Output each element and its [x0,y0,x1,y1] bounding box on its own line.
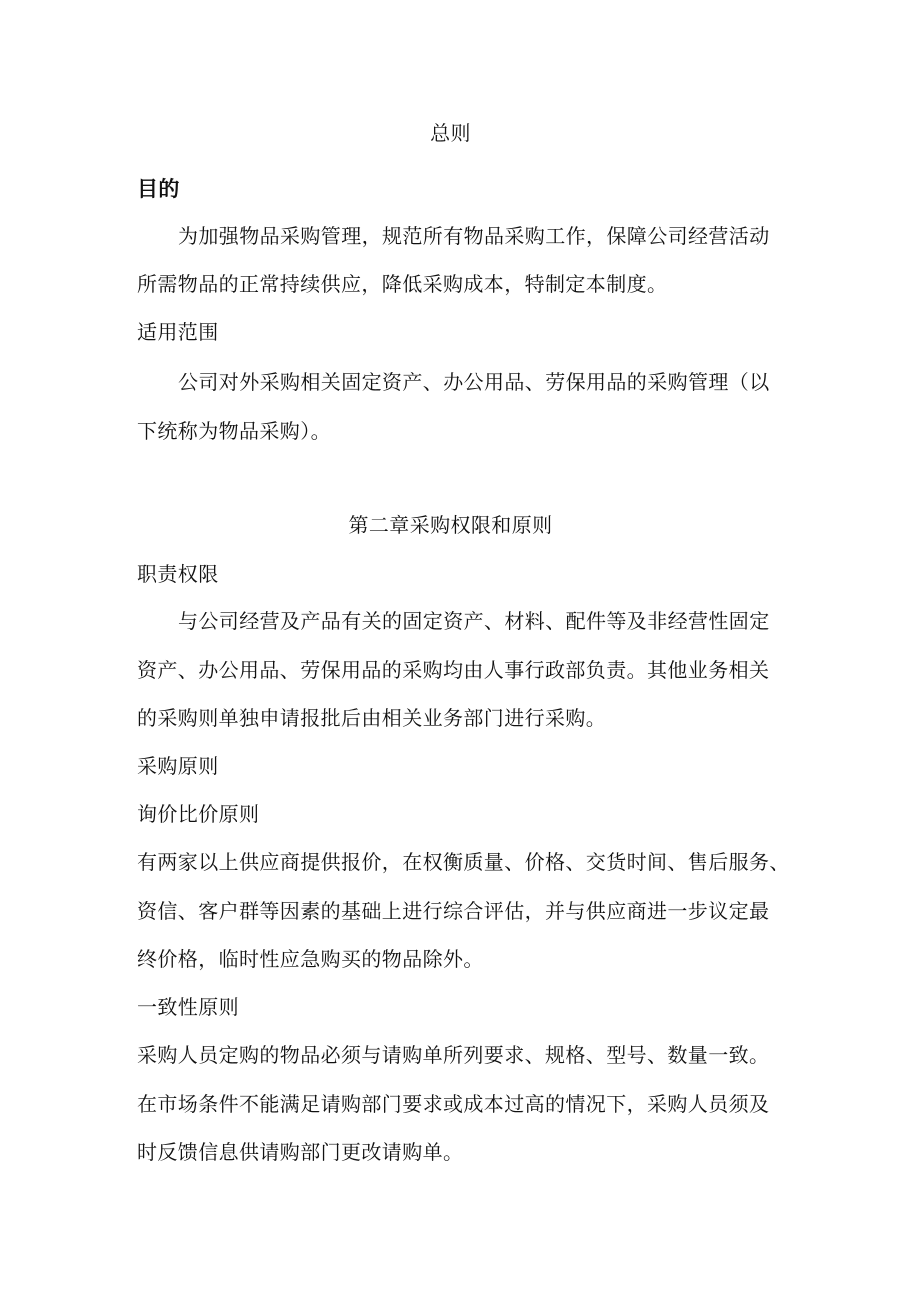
page-title: 总则 [430,121,471,145]
chapter2-title: 第二章采购权限和原则 [348,513,553,537]
duty-paragraph-line-1: 与公司经营及产品有关的固定资产、材料、配件等及非经营性固定 [178,609,770,633]
consistency-paragraph-line-1: 采购人员定购的物品必须与请购单所列要求、规格、型号、数量一致。 [137,1043,770,1067]
inquiry-paragraph-line-2: 资信、客户群等因素的基础上进行综合评估，并与供应商进一步议定最 [137,899,770,923]
consistency-heading: 一致性原则 [137,995,239,1019]
scope-heading: 适用范围 [137,320,219,344]
duty-paragraph-line-3: 的采购则单独申请报批后由相关业务部门进行采购。 [137,706,607,730]
purpose-paragraph-line-1: 为加强物品采购管理，规范所有物品采购工作，保障公司经营活动 [178,224,770,248]
inquiry-paragraph-line-1: 有两家以上供应商提供报价，在权衡质量、价格、交货时间、售后服务、 [137,850,790,874]
principles-heading: 采购原则 [137,754,219,778]
scope-paragraph-line-1: 公司对外采购相关固定资产、办公用品、劳保用品的采购管理（以 [178,370,770,394]
scope-paragraph-line-2: 下统称为物品采购）。 [137,419,331,443]
duty-heading: 职责权限 [137,562,219,586]
purpose-paragraph-line-2: 所需物品的正常持续供应，降低采购成本，特制定本制度。 [137,272,668,296]
duty-paragraph-line-2: 资产、办公用品、劳保用品的采购均由人事行政部负责。其他业务相关 [137,658,770,682]
inquiry-heading: 询价比价原则 [137,802,260,826]
consistency-paragraph-line-2: 在市场条件不能满足请购部门要求或成本过高的情况下，采购人员须及 [137,1092,770,1116]
consistency-paragraph-line-3: 时反馈信息供请购部门更改请购单。 [137,1140,464,1164]
inquiry-paragraph-line-3: 终价格，临时性应急购买的物品除外。 [137,947,484,971]
purpose-heading: 目的 [137,177,180,201]
